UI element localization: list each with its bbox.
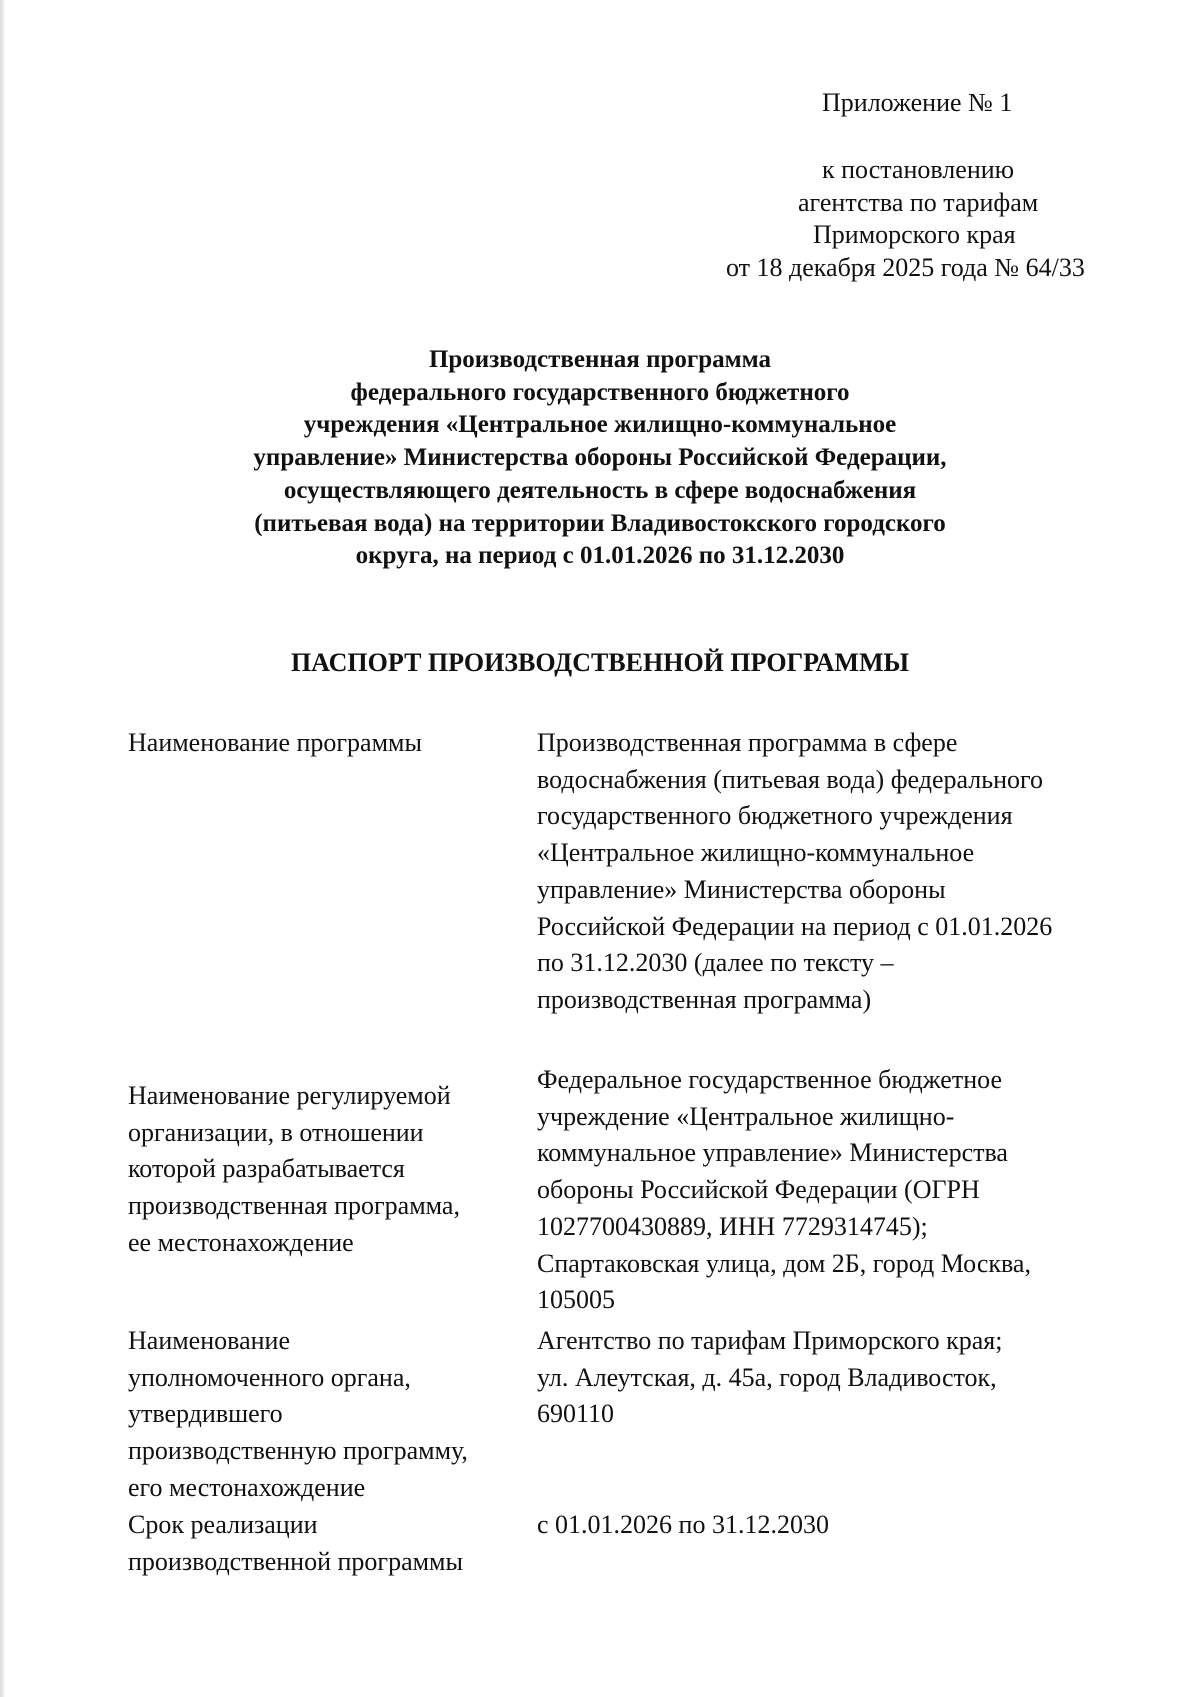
value-line: управление» Министерства обороны (537, 874, 946, 904)
title-line: Производственная программа (428, 346, 772, 373)
title-line: (питьевая вода) на территории Владивостокского городского (254, 509, 946, 537)
appendix-number: Приложение № 1 (822, 88, 1013, 117)
document-title (0, 344, 1200, 573)
value-line: «Центральное жилищно-коммунальное (537, 838, 975, 868)
label-line: Наименование (128, 1326, 290, 1355)
title-line: осуществляющего деятельность в сфере водоснабжения (283, 476, 917, 504)
label-line: производственная программа, (128, 1191, 460, 1221)
value-line: с 01.01.2026 по 31.12.2030 (537, 1510, 829, 1539)
regulated-organization-value (537, 1062, 1117, 1319)
page-left-edge-shadow (0, 0, 6, 1697)
label-line: Наименование регулируемой (128, 1081, 451, 1110)
appendix-ref-line: Приморского края (813, 220, 1016, 249)
label-line: которой разрабатывается (128, 1154, 405, 1184)
value-line: по 31.12.2030 (далее по тексту – (537, 948, 894, 978)
value-line: Федеральное государственное бюджетное (537, 1065, 1002, 1094)
title-line: учреждения «Центральное жилищно-коммунальное (303, 411, 897, 439)
implementation-period-label (128, 1507, 528, 1580)
label-line: ее местонахождение (128, 1227, 354, 1257)
value-line: Российской Федерации на период с 01.01.2026 (537, 911, 1053, 941)
authorized-body-value (537, 1323, 1117, 1433)
value-line: коммунальное управление» Министерства (537, 1138, 1008, 1168)
label-line: его местонахождение (128, 1472, 366, 1502)
value-line: водоснабжения (питьевая вода) федерального (537, 764, 1044, 794)
value-line: обороны Российской Федерации (ОГРН (537, 1175, 980, 1205)
value-line: Спартаковская улица, дом 2Б, город Москва, (537, 1248, 1031, 1278)
value-line: государственного бюджетного учреждения (537, 801, 1013, 831)
value-line: 105005 (537, 1285, 615, 1315)
label-line: Срок реализации (128, 1510, 318, 1539)
value-line: 690110 (537, 1399, 615, 1429)
regulated-organization-label (128, 1078, 528, 1262)
authorized-body-label (128, 1323, 528, 1507)
passport-heading: ПАСПОРТ ПРОИЗВОДСТВЕННОЙ ПРОГРАММЫ (290, 648, 910, 677)
title-line: округа, на период с 01.01.2026 по 31.12.2030 (355, 542, 845, 570)
implementation-period-value (537, 1507, 1117, 1544)
label-line: производственную программу, (128, 1436, 468, 1466)
label-line: Наименование программы (128, 728, 422, 757)
label-line: утвердившего (128, 1399, 283, 1429)
appendix-ref-line: от 18 декабря 2025 года № 64/33 (726, 253, 1085, 282)
title-line: федерального государственного бюджетного (350, 378, 850, 406)
value-line: ул. Алеутская, д. 45а, город Владивосток, (537, 1362, 997, 1392)
value-line: Производственная программа в сфере (537, 728, 958, 757)
label-line: уполномоченного органа, (128, 1362, 411, 1392)
value-line: Агентство по тарифам Приморского края; (537, 1326, 1003, 1355)
program-name-value (537, 725, 1117, 1019)
label-line: организации, в отношении (128, 1117, 424, 1147)
label-line: производственной программы (128, 1546, 463, 1576)
appendix-ref-line: агентства по тарифам (798, 188, 1039, 217)
appendix-ref-line: к постановлению (822, 155, 1015, 184)
value-line: учреждение «Центральное жилищно- (537, 1101, 955, 1131)
value-line: производственная программа) (537, 984, 872, 1014)
title-line: управление» Министерства обороны Российской Федерации, (253, 444, 947, 472)
program-name-label (128, 725, 528, 762)
value-line: 1027700430889, ИНН 7729314745); (537, 1211, 928, 1241)
